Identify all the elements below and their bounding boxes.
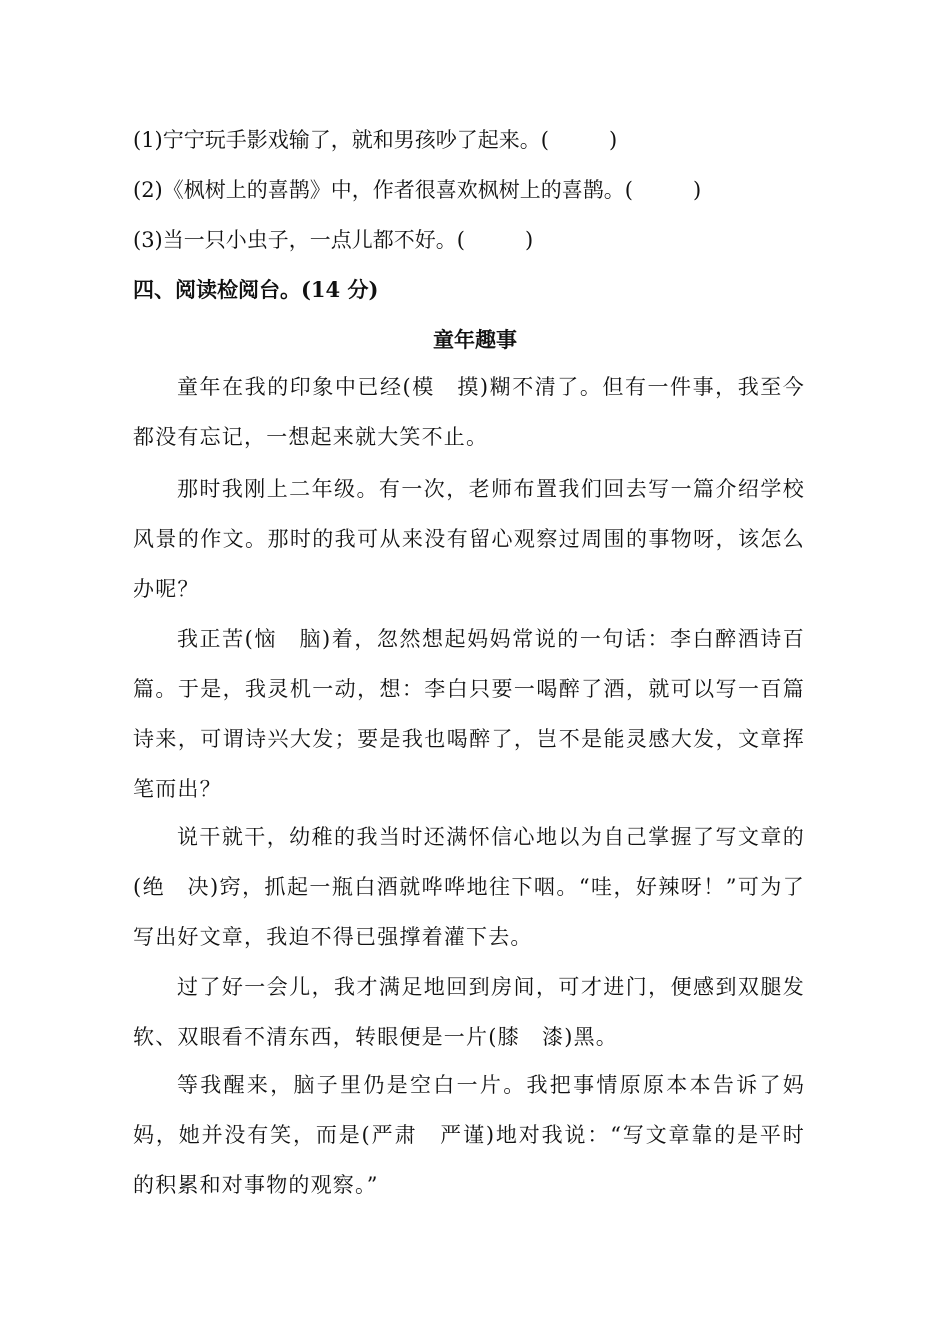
judgement-close-paren: ) <box>608 128 618 152</box>
judgement-text: (2)《枫树上的喜鹊》中，作者很喜欢枫树上的喜鹊。( <box>133 178 633 202</box>
judgement-close-paren: ) <box>524 228 534 252</box>
story-paragraph: 过了好一会儿，我才满足地回到房间，可才进门，便感到双腿发软、双眼看不清东西，转眼便是一片(膝 漆)黑。 <box>133 975 805 1049</box>
judgement-item-1 <box>133 125 823 155</box>
story-title: 童年趣事 <box>433 328 517 352</box>
answer-blank[interactable] <box>465 225 525 255</box>
answer-blank[interactable] <box>549 125 609 155</box>
story-paragraph: 等我醒来，脑子里仍是空白一片。我把事情原原本本告诉了妈妈，她并没有笑，而是(严肃 严谨)地对我说：“写文章靠的是平时的积累和对事物的观察。” <box>133 1073 805 1197</box>
judgement-item-3 <box>133 225 823 255</box>
story-paragraph: 那时我刚上二年级。有一次，老师布置我们回去写一篇介绍学校风景的作文。那时的我可从来没有留心观察过周围的事物呀，该怎么办呢？ <box>133 477 805 601</box>
answer-blank[interactable] <box>633 175 693 205</box>
judgement-text: (3)当一只小虫子，一点儿都不好。( <box>133 228 465 252</box>
story-paragraph: 说干就干，幼稚的我当时还满怀信心地以为自己掌握了写文章的(绝 决)窍，抓起一瓶白酒就哗哗地往下咽。“哇，好辣呀！”可为了写出好文章，我迫不得已强撑着灌下去。 <box>133 825 805 949</box>
judgement-item-2 <box>133 175 823 205</box>
judgement-text: (1)宁宁玩手影戏输了，就和男孩吵了起来。( <box>133 128 549 152</box>
story-paragraph: 童年在我的印象中已经(模 摸)糊不清了。但有一件事，我至今都没有忘记，一想起来就大笑不止。 <box>133 375 805 449</box>
story-paragraph: 我正苦(恼 脑)着，忽然想起妈妈常说的一句话：李白醉酒诗百篇。于是，我灵机一动，想：李白只要一喝醉了酒，就可以写一百篇诗来，可谓诗兴大发；要是我也喝醉了，岂不是能灵感大发，文章挥笔而出？ <box>133 627 805 801</box>
judgement-close-paren: ) <box>692 178 702 202</box>
section-heading: 四、阅读检阅台。(14 分) <box>133 277 379 302</box>
